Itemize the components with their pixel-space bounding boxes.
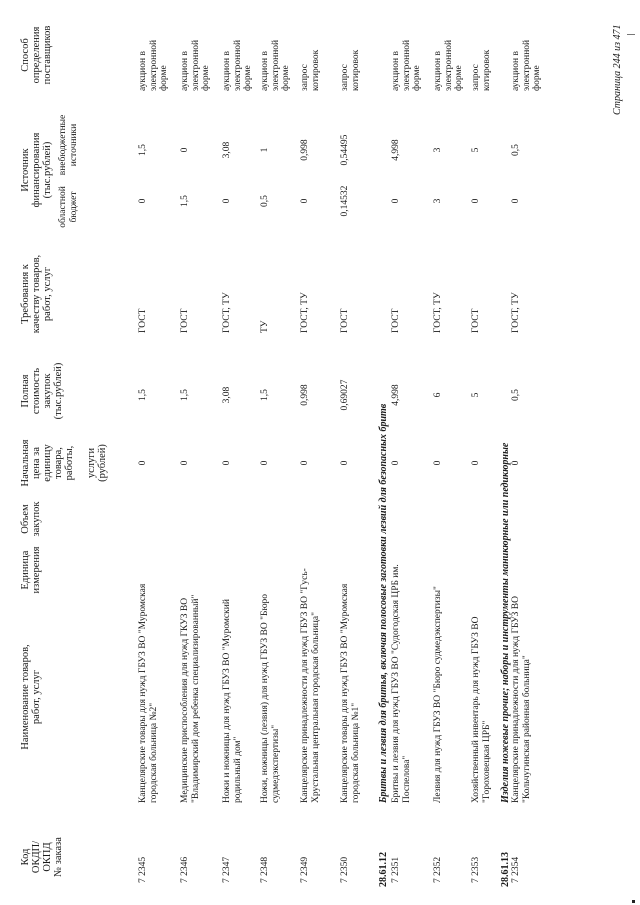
row-price: 0 xyxy=(511,460,521,466)
header-line: Источник xyxy=(20,148,31,192)
header-line: Единица xyxy=(20,550,31,590)
header-line: закупок xyxy=(42,373,53,409)
header-line: цена за xyxy=(31,447,42,479)
row-regional: 0,5 xyxy=(260,195,270,207)
row-regional: 0,14532 xyxy=(340,185,350,217)
row-price: 0 xyxy=(340,460,350,466)
row-name: Хозяйственный инвентарь для нужд ГБУЗ ВО "Гороховецкая ЦРБ" xyxy=(471,616,492,803)
row-method: аукцион в электронной форме xyxy=(138,39,169,91)
row-requirements: ГОСТ, ТУ xyxy=(433,292,443,333)
row-name: Бритвы и лезвия для нужд ГБУЗ ВО "Судогодская ЦРБ им. Поспелова" xyxy=(391,564,412,803)
row-name: Ножи, ножницы (лезвия) для нужд ГБУЗ ВО "Бюро судмедэкспертизы" xyxy=(260,593,281,803)
row-regional: 0 xyxy=(222,198,232,204)
header-funding-extra xyxy=(58,109,80,181)
row-name: Канцелярские принадлежности для нужд ГБУЗ ВО "Кольчугинская районная больница" xyxy=(511,596,532,803)
row-total: 3,08 xyxy=(222,386,232,404)
row-regional: 0 xyxy=(300,198,310,204)
row-total: 0,69027 xyxy=(340,379,350,411)
row-name: Медицинские приспособления для нужд ГКУЗ ВО "Владимирский дом ребенка специализированный" xyxy=(180,594,201,803)
header-line: работ, услуг xyxy=(31,669,42,725)
row-extra: 0 xyxy=(180,147,190,153)
row-total: 6 xyxy=(433,392,443,398)
header-total xyxy=(20,355,64,427)
header-requirements xyxy=(20,239,53,349)
row-total: 4,998 xyxy=(391,384,401,406)
header-line: товара, xyxy=(53,447,64,479)
row-code: 7 2354 xyxy=(511,856,521,883)
row-requirements: ГОСТ xyxy=(138,308,148,333)
row-extra: 0,54495 xyxy=(340,134,350,166)
row-price: 0 xyxy=(260,460,270,466)
group-code: 28.61.12 xyxy=(378,852,389,887)
header-funding xyxy=(20,115,53,225)
page-footer: Страница 244 из 471 xyxy=(612,24,623,115)
header-line: источники xyxy=(69,123,79,167)
row-code: 7 2348 xyxy=(260,856,270,883)
header-line: Наименование товаров, xyxy=(20,644,31,750)
row-regional: 0 xyxy=(138,198,148,204)
row-requirements: ГОСТ xyxy=(471,308,481,333)
row-total: 1,5 xyxy=(180,389,190,401)
row-method: аукцион в электронной форме xyxy=(511,39,542,91)
row-method: запрос котировок xyxy=(471,49,492,91)
row-price: 0 xyxy=(471,460,481,466)
header-method xyxy=(20,5,53,105)
row-total: 1,5 xyxy=(138,389,148,401)
row-code: 7 2345 xyxy=(138,856,148,883)
row-total: 0,5 xyxy=(511,389,521,401)
header-line: ОКДП/ xyxy=(31,840,42,874)
header-line: закупок xyxy=(31,501,42,537)
row-requirements: ГОСТ xyxy=(391,308,401,333)
header-line: бюджет xyxy=(69,191,79,223)
left-edge-mark xyxy=(632,900,635,903)
row-method: аукцион в электронной форме xyxy=(391,39,422,91)
header-line: единицу xyxy=(42,444,53,482)
header-line: Полная xyxy=(20,374,31,408)
row-method: аукцион в электронной форме xyxy=(433,39,464,91)
row-code: 7 2353 xyxy=(471,856,481,883)
row-code: 7 2350 xyxy=(340,856,350,883)
row-total: 5 xyxy=(471,392,481,398)
row-extra: 0,998 xyxy=(300,139,310,161)
header-line: (тыс.рублей) xyxy=(42,141,53,199)
row-requirements: ТУ xyxy=(260,320,270,333)
row-extra: 1 xyxy=(260,147,270,153)
row-price: 0 xyxy=(300,460,310,466)
row-method: аукцион в электронной форме xyxy=(180,39,211,91)
row-method: запрос котировок xyxy=(340,49,361,91)
header-line xyxy=(75,431,86,495)
header-line: определения xyxy=(31,26,42,84)
row-extra: 4,998 xyxy=(391,139,401,161)
row-total: 0,998 xyxy=(300,384,310,406)
header-price xyxy=(20,431,108,495)
row-name: Ножи и ножницы для нужд ГБУЗ ВО "Муромский родильный дом" xyxy=(222,599,243,803)
header-line: поставщиков xyxy=(42,25,53,85)
row-extra: 3,08 xyxy=(222,141,232,159)
row-requirements: ГОСТ xyxy=(340,308,350,333)
header-line: ОКПД xyxy=(42,842,53,872)
row-regional: 0 xyxy=(471,198,481,204)
header-line: (тыс.рублей) xyxy=(53,362,64,420)
row-name: Канцелярские товары для нужд ГБУЗ ВО "Муромская городская больница №2" xyxy=(138,583,159,803)
row-price: 0 xyxy=(222,460,232,466)
row-method: аукцион в электронной форме xyxy=(222,39,253,91)
header-line: областной xyxy=(58,186,68,228)
row-price: 0 xyxy=(433,460,443,466)
row-extra: 0,5 xyxy=(511,144,521,156)
header-code xyxy=(20,827,64,887)
row-price: 0 xyxy=(391,460,401,466)
header-line: Начальная xyxy=(20,439,31,487)
group-title: Бритвы и лезвия для бритья, включая полосовые заготовки лезвий для безопасных бритв xyxy=(378,403,389,803)
row-requirements: ГОСТ, ТУ xyxy=(511,292,521,333)
row-name: Лезвия для нужд ГБУЗ ВО "Бюро судмедэкспертизы" xyxy=(433,586,443,803)
header-volume xyxy=(20,493,42,545)
header-line: (рублей) xyxy=(97,444,108,482)
header-name xyxy=(20,597,42,797)
header-line: работы, xyxy=(64,445,75,481)
header-line: Объем xyxy=(20,504,31,534)
row-price: 0 xyxy=(180,460,190,466)
row-code: 7 2349 xyxy=(300,856,310,883)
group-title: Изделия ножевые прочие; наборы и инструменты маникюрные или педикюрные xyxy=(500,442,511,803)
row-requirements: ГОСТ xyxy=(180,308,190,333)
row-name: Канцелярские принадлежности для нужд ГБУЗ ВО "Гусь-Хрустальная центральная городская больница" xyxy=(300,568,321,803)
header-line: Способ xyxy=(20,38,31,72)
row-method: аукцион в электронной форме xyxy=(260,39,291,91)
header-unit xyxy=(20,541,42,599)
row-name: Канцелярские товары для нужд ГБУЗ ВО "Муромская городская больница №1" xyxy=(340,583,361,803)
row-extra: 5 xyxy=(471,147,481,153)
row-regional: 1,5 xyxy=(180,195,190,207)
row-code: 7 2351 xyxy=(391,856,401,883)
row-method: запрос котировок xyxy=(300,49,321,91)
header-line: № заказа xyxy=(53,837,64,877)
group-code: 28.61.13 xyxy=(500,852,511,887)
header-line: внебюджетные xyxy=(58,114,68,176)
header-line: Требования к xyxy=(20,264,31,324)
header-line: стоимость xyxy=(31,367,42,415)
row-extra: 1,5 xyxy=(138,144,148,156)
scan-mark xyxy=(627,34,635,35)
header-funding-regional xyxy=(58,177,80,237)
header-line: работ, услуг xyxy=(42,266,53,322)
header-line: качеству товаров, xyxy=(31,254,42,334)
header-line: измерения xyxy=(31,546,42,594)
row-code: 7 2347 xyxy=(222,856,232,883)
row-regional: 3 xyxy=(433,198,443,204)
row-price: 0 xyxy=(138,460,148,466)
row-code: 7 2352 xyxy=(433,856,443,883)
header-line: Код xyxy=(20,848,31,866)
row-requirements: ГОСТ, ТУ xyxy=(300,292,310,333)
header-line: финансирования xyxy=(31,132,42,208)
row-code: 7 2346 xyxy=(180,856,190,883)
row-regional: 0 xyxy=(391,198,401,204)
row-total: 1,5 xyxy=(260,389,270,401)
header-line: услуги xyxy=(86,447,97,479)
row-regional: 0 xyxy=(511,198,521,204)
row-requirements: ГОСТ, ТУ xyxy=(222,292,232,333)
row-extra: 3 xyxy=(433,147,443,153)
